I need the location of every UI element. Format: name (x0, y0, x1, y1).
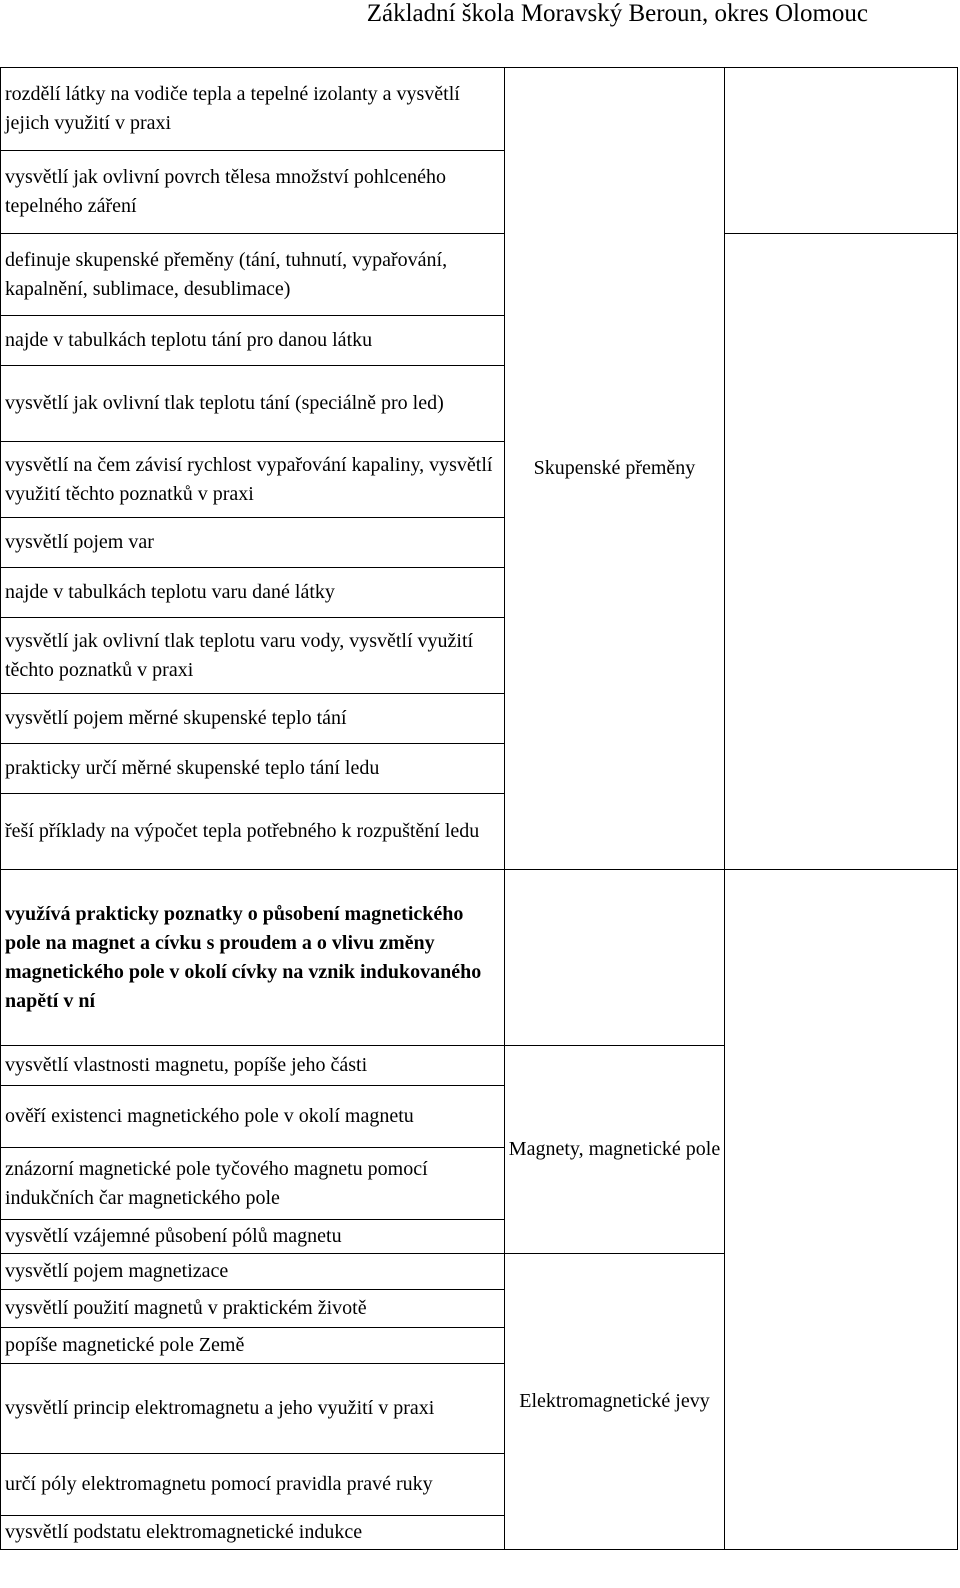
outcome-cell: znázorní magnetické pole tyčového magnetu pomocí indukčních čar magnetického pole (1, 1148, 505, 1220)
outcome-cell: definuje skupenské přeměny (tání, tuhnutí, vypařování, kapalnění, sublimace, desublimace) (1, 234, 505, 316)
outcome-cell: vysvětlí pojem magnetizace (1, 1254, 505, 1290)
topic-magnety: Magnety, magnetické pole (505, 1046, 725, 1254)
outcome-cell: vysvětlí vlastnosti magnetu, popíše jeho části (1, 1046, 505, 1086)
outcome-cell: vysvětlí na čem závisí rychlost vypařování kapaliny, vysvětlí využití těchto poznatků v praxi (1, 442, 505, 518)
outcome-cell: vysvětlí vzájemné působení pólů magnetu (1, 1220, 505, 1254)
empty-cell (725, 234, 958, 870)
outcome-cell: vysvětlí princip elektromagnetu a jeho využití v praxi (1, 1364, 505, 1454)
outcome-cell: vysvětlí jak ovlivní tlak teplotu varu vody, vysvětlí využití těchto poznatků v praxi (1, 618, 505, 694)
outcome-cell: rozdělí látky na vodiče tepla a tepelné izolanty a vysvětlí jejich využití v praxi (1, 68, 505, 151)
topic-elektromagneticke-jevy: Elektromagnetické jevy (505, 1254, 725, 1550)
outcome-cell: najde v tabulkách teplotu varu dané látky (1, 568, 505, 618)
outcome-cell: určí póly elektromagnetu pomocí pravidla pravé ruky (1, 1454, 505, 1516)
outcome-cell: vysvětlí jak ovlivní tlak teplotu tání (speciálně pro led) (1, 366, 505, 442)
outcome-cell-bold: využívá prakticky poznatky o působení magnetického pole na magnet a cívku s proudem a o vlivu změny magnetického pole v okolí cívky na vznik indukovaného napětí v ní (1, 870, 505, 1046)
outcome-cell: najde v tabulkách teplotu tání pro danou látku (1, 316, 505, 366)
document-header: Základní škola Moravský Beroun, okres Olomouc (366, 0, 868, 27)
outcome-cell: řeší příklady na výpočet tepla potřebného k rozpuštění ledu (1, 794, 505, 870)
outcome-cell: ověří existenci magnetického pole v okolí magnetu (1, 1086, 505, 1148)
outcome-cell: popíše magnetické pole Země (1, 1328, 505, 1364)
outcome-cell: vysvětlí použití magnetů v praktickém životě (1, 1290, 505, 1328)
empty-cell (725, 870, 958, 1550)
empty-cell (505, 870, 725, 1046)
curriculum-table (0, 67, 958, 1550)
outcome-cell: vysvětlí podstatu elektromagnetické indukce (1, 1516, 505, 1550)
outcome-cell: vysvětlí pojem měrné skupenské teplo tání (1, 694, 505, 744)
outcome-cell: vysvětlí pojem var (1, 518, 505, 568)
empty-cell (725, 68, 958, 234)
outcome-cell: vysvětlí jak ovlivní povrch tělesa množství pohlceného tepelného záření (1, 151, 505, 234)
topic-skupenske-premeny: Skupenské přeměny (505, 68, 725, 870)
outcome-cell: prakticky určí měrné skupenské teplo tání ledu (1, 744, 505, 794)
